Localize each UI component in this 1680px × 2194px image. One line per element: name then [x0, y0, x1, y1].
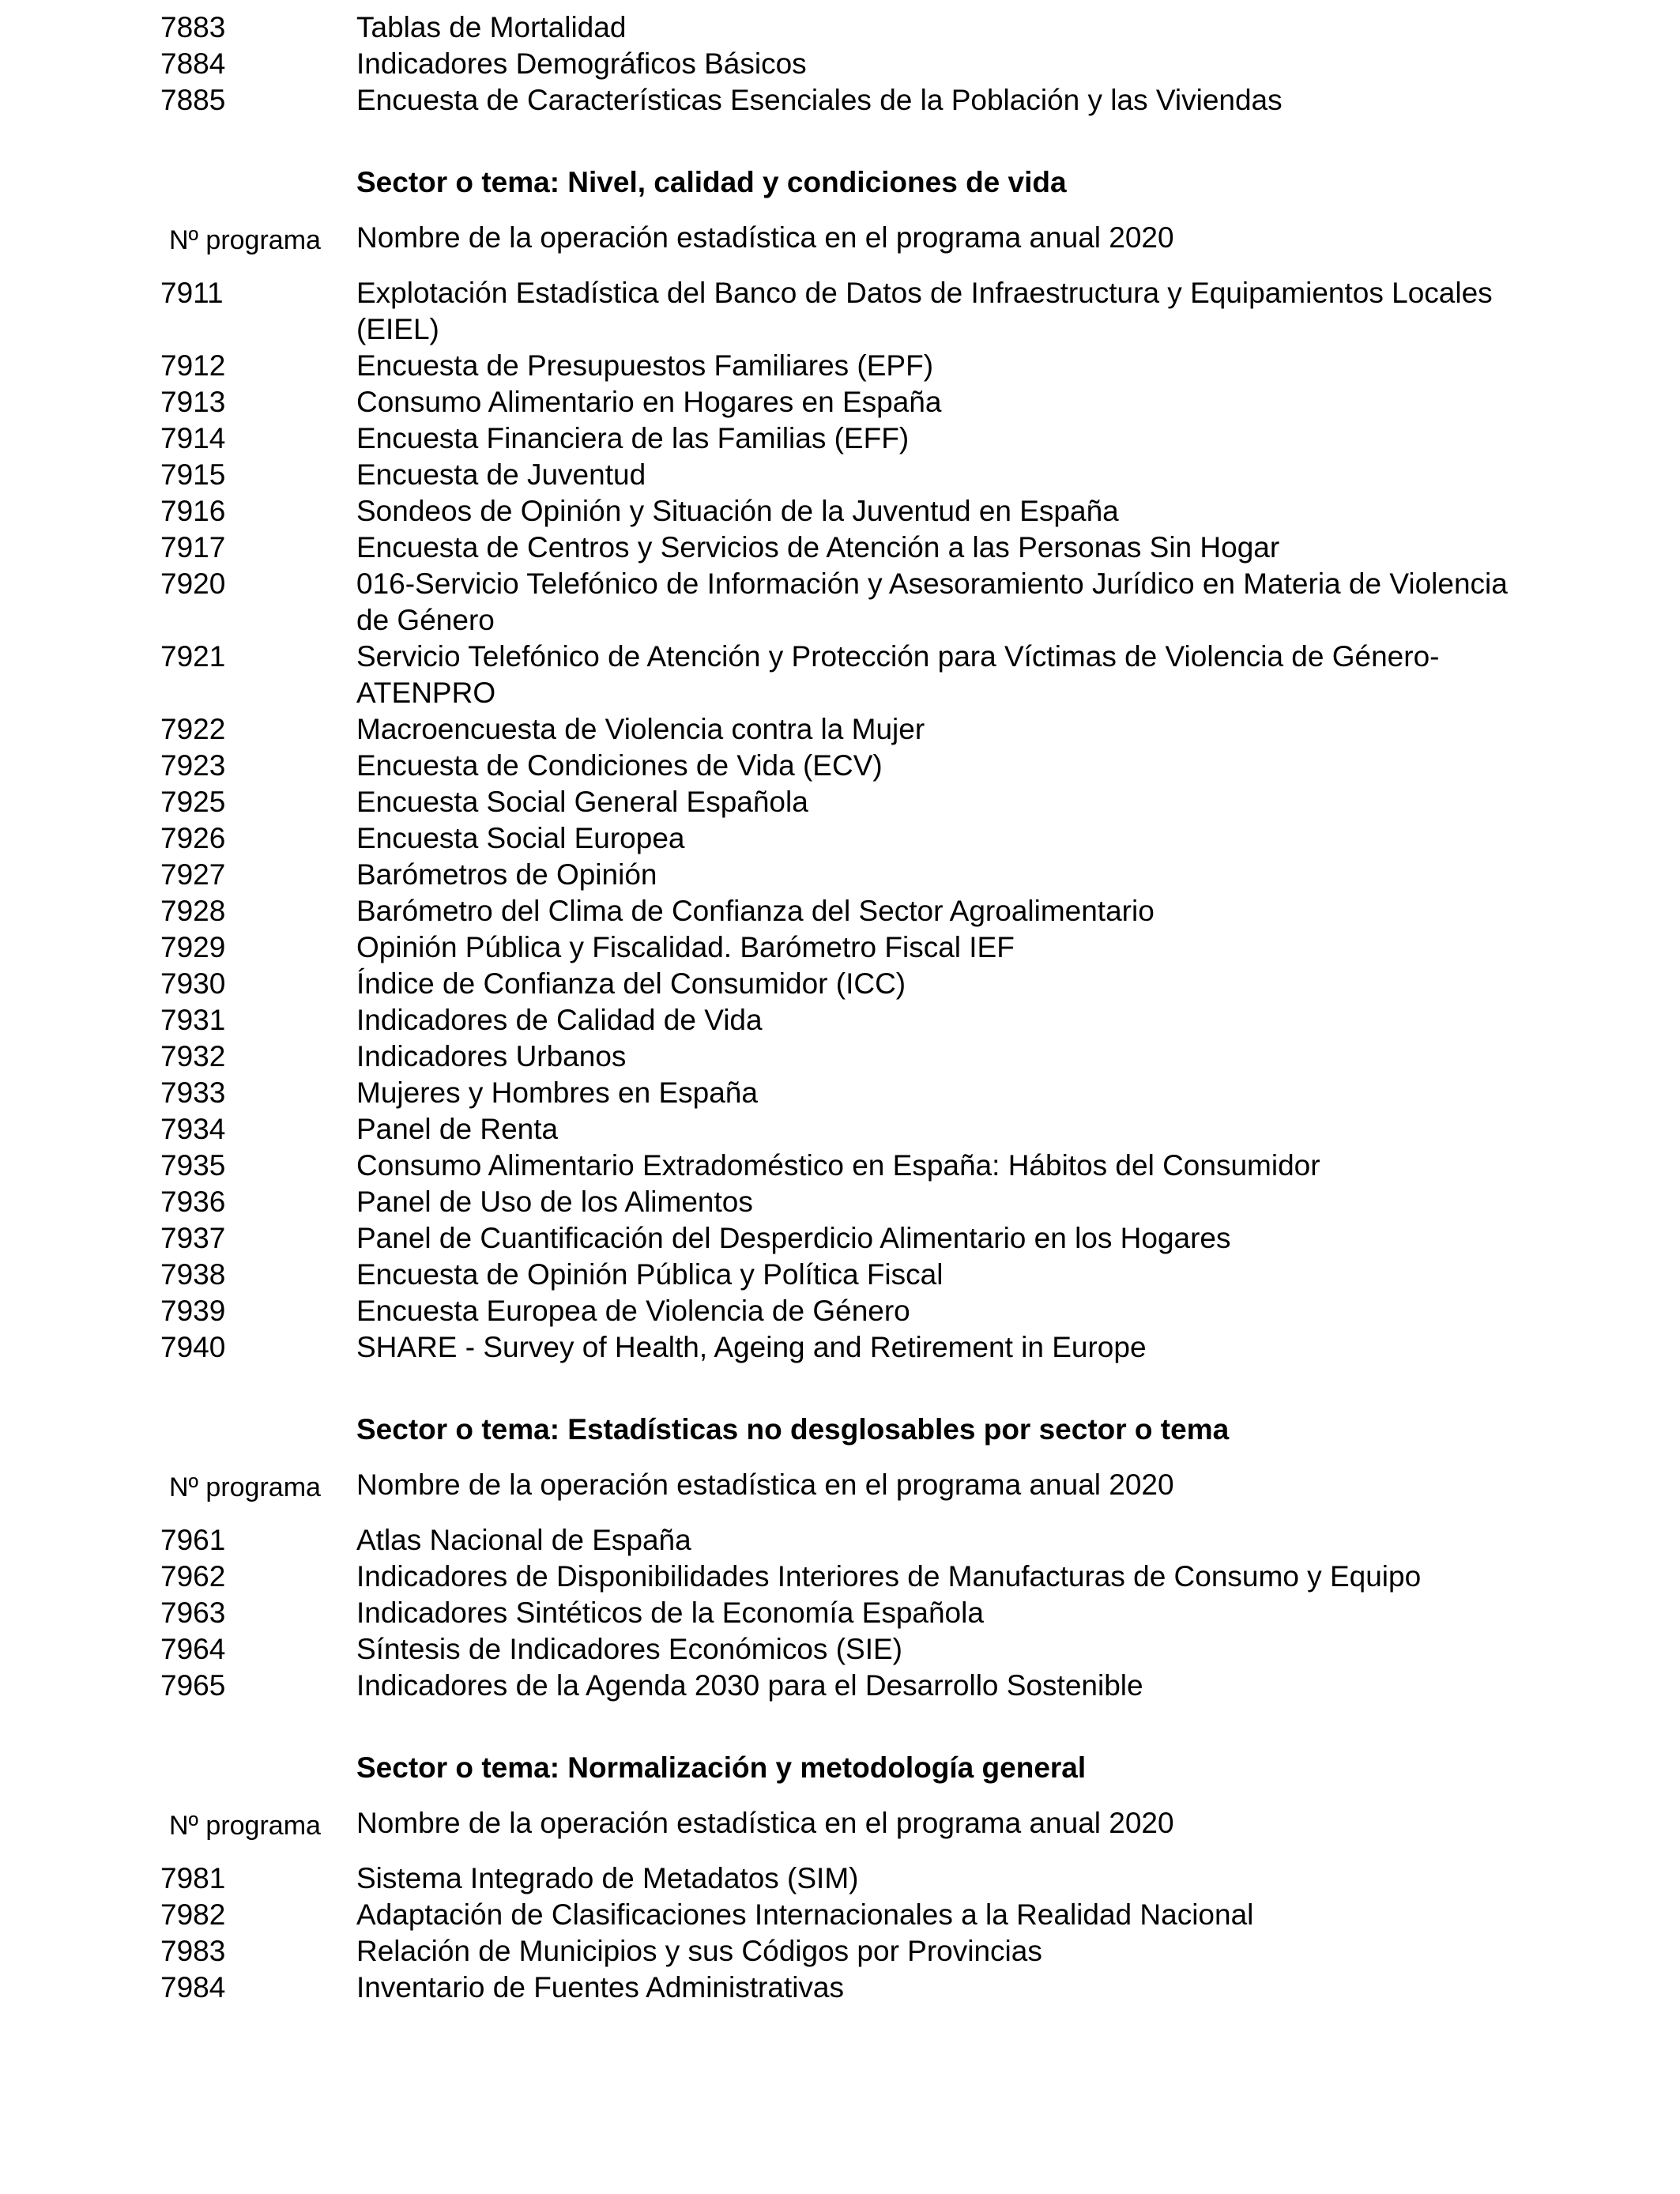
- operation-name: Relación de Municipios y sus Códigos por Provincias: [356, 1935, 1042, 1967]
- program-number: 7913: [160, 386, 226, 418]
- program-number: 7935: [160, 1149, 226, 1182]
- program-number: 7965: [160, 1669, 226, 1702]
- table-row: [0, 82, 1680, 119]
- table-row: [0, 1184, 1680, 1220]
- program-number: 7883: [160, 11, 226, 43]
- sector-title: Sector o tema: Nivel, calidad y condiciones de vida: [356, 166, 1067, 198]
- operation-name: Indicadores Sintéticos de la Economía Española: [356, 1596, 984, 1629]
- program-number: 7984: [160, 1971, 226, 2004]
- operation-name: Encuesta de Opinión Pública y Política Fiscal: [356, 1258, 944, 1291]
- operation-name: Encuesta de Condiciones de Vida (ECV): [356, 749, 883, 782]
- program-number: 7933: [160, 1076, 226, 1109]
- table-row: [0, 1257, 1680, 1293]
- table-row: [0, 348, 1680, 384]
- operation-name: Indicadores Demográficos Básicos: [356, 47, 807, 80]
- table-row: [0, 857, 1680, 893]
- operation-name: Encuesta de Presupuestos Familiares (EPF): [356, 349, 934, 382]
- operation-name: Consumo Alimentario en Hogares en España: [356, 386, 942, 418]
- operation-name: Explotación Estadística del Banco de Datos de Infraestructura y Equipamientos Locales (EIEL): [356, 277, 1493, 345]
- operation-name: Sondeos de Opinión y Situación de la Juventud en España: [356, 495, 1119, 527]
- program-number: 7884: [160, 47, 226, 80]
- operation-name: SHARE - Survey of Health, Ageing and Retirement in Europe: [356, 1331, 1147, 1363]
- program-number-header: Nº programa: [169, 225, 321, 255]
- table-row: [0, 1860, 1680, 1897]
- table-row: [0, 420, 1680, 457]
- program-number: 7915: [160, 458, 226, 491]
- program-number: 7912: [160, 349, 226, 382]
- table-row: [0, 820, 1680, 857]
- operation-name: Encuesta Financiera de las Familias (EFF): [356, 422, 910, 454]
- program-number: 7885: [160, 84, 226, 116]
- table-row: [0, 1522, 1680, 1559]
- operation-name-header: Nombre de la operación estadística en el programa anual 2020: [356, 1468, 1174, 1501]
- program-number: 7914: [160, 422, 226, 454]
- table-row: [0, 530, 1680, 566]
- program-number: 7983: [160, 1935, 226, 1967]
- program-number: 7963: [160, 1596, 226, 1629]
- program-number: 7964: [160, 1633, 226, 1665]
- operation-name: Encuesta de Características Esenciales de la Población y las Viviendas: [356, 84, 1283, 116]
- operation-name: Indicadores de Disponibilidades Interiores de Manufacturas de Consumo y Equipo: [356, 1560, 1422, 1593]
- program-number: 7922: [160, 713, 226, 745]
- table-row: [0, 275, 1680, 348]
- table-row: [0, 1002, 1680, 1039]
- program-number: 7939: [160, 1295, 226, 1327]
- operation-name: 016-Servicio Telefónico de Información y Asesoramiento Jurídico en Materia de Violencia de Género: [356, 567, 1508, 636]
- program-number: 7921: [160, 640, 226, 673]
- operation-name: Mujeres y Hombres en España: [356, 1076, 758, 1109]
- operation-name: Encuesta Social General Española: [356, 786, 808, 818]
- program-number: 7925: [160, 786, 226, 818]
- program-number: 7961: [160, 1524, 226, 1556]
- operation-name: Indicadores de Calidad de Vida: [356, 1004, 763, 1036]
- operation-name: Tablas de Mortalidad: [356, 11, 627, 43]
- program-number: 7934: [160, 1113, 226, 1145]
- operation-name: Barómetro del Clima de Confianza del Sector Agroalimentario: [356, 895, 1155, 927]
- table-row: [0, 46, 1680, 82]
- program-number: 7940: [160, 1331, 226, 1363]
- program-number: 7938: [160, 1258, 226, 1291]
- operation-name: Atlas Nacional de España: [356, 1524, 691, 1556]
- program-number: 7911: [160, 277, 224, 309]
- operation-name: Encuesta Europea de Violencia de Género: [356, 1295, 910, 1327]
- operation-name: Panel de Cuantificación del Desperdicio Alimentario en los Hogares: [356, 1222, 1231, 1254]
- program-number: 7936: [160, 1186, 226, 1218]
- table-row: [0, 566, 1680, 639]
- table-row: [0, 1293, 1680, 1329]
- operation-name: Índice de Confianza del Consumidor (ICC): [356, 967, 906, 1000]
- operation-name: Indicadores Urbanos: [356, 1040, 627, 1072]
- operation-name: Inventario de Fuentes Administrativas: [356, 1971, 844, 2004]
- operation-name: Panel de Uso de los Alimentos: [356, 1186, 753, 1218]
- program-number: 7931: [160, 1004, 226, 1036]
- operation-name: Panel de Renta: [356, 1113, 559, 1145]
- program-number: 7981: [160, 1862, 226, 1894]
- table-row: [0, 457, 1680, 493]
- table-row: [0, 1329, 1680, 1366]
- program-number: 7937: [160, 1222, 226, 1254]
- table-row: [0, 384, 1680, 420]
- operation-name: Servicio Telefónico de Atención y Protección para Víctimas de Violencia de Género- ATENPRO: [356, 640, 1440, 709]
- table-row: [0, 748, 1680, 784]
- operation-name: Barómetros de Opinión: [356, 858, 657, 891]
- table-row: [0, 1970, 1680, 2006]
- operation-name: Consumo Alimentario Extradoméstico en España: Hábitos del Consumidor: [356, 1149, 1320, 1182]
- table-row: [0, 1668, 1680, 1704]
- program-number: 7923: [160, 749, 226, 782]
- operation-name-header: Nombre de la operación estadística en el programa anual 2020: [356, 1807, 1174, 1839]
- sector-title: Sector o tema: Estadísticas no desglosables por sector o tema: [356, 1413, 1230, 1446]
- table-row: [0, 1595, 1680, 1631]
- program-number: 7962: [160, 1560, 226, 1593]
- program-number: 7927: [160, 858, 226, 891]
- operation-name: Indicadores de la Agenda 2030 para el Desarrollo Sostenible: [356, 1669, 1143, 1702]
- table-row: [0, 1075, 1680, 1111]
- table-row: [0, 711, 1680, 748]
- table-row: [0, 1933, 1680, 1970]
- table-row: [0, 1631, 1680, 1668]
- operation-name: Opinión Pública y Fiscalidad. Barómetro Fiscal IEF: [356, 931, 1015, 963]
- program-number: 7982: [160, 1898, 226, 1931]
- table-row: [0, 1111, 1680, 1148]
- program-number-header: Nº programa: [169, 1472, 321, 1502]
- operation-name: Síntesis de Indicadores Económicos (SIE): [356, 1633, 902, 1665]
- program-number: 7932: [160, 1040, 226, 1072]
- operation-name: Encuesta Social Europea: [356, 822, 685, 854]
- table-row: [0, 1897, 1680, 1933]
- table-row: [0, 1039, 1680, 1075]
- table-row: [0, 893, 1680, 929]
- program-number: 7920: [160, 567, 226, 600]
- sector-title: Sector o tema: Normalización y metodología general: [356, 1751, 1087, 1784]
- program-number: 7916: [160, 495, 226, 527]
- program-number: 7929: [160, 931, 226, 963]
- program-number: 7928: [160, 895, 226, 927]
- operation-name: Sistema Integrado de Metadatos (SIM): [356, 1862, 859, 1894]
- operation-name: Macroencuesta de Violencia contra la Mujer: [356, 713, 925, 745]
- table-row: [0, 1220, 1680, 1257]
- operation-name: Adaptación de Clasificaciones Internacionales a la Realidad Nacional: [356, 1898, 1254, 1931]
- table-row: [0, 966, 1680, 1002]
- table-row: [0, 784, 1680, 820]
- program-number: 7917: [160, 531, 226, 564]
- table-row: [0, 639, 1680, 711]
- program-number: 7930: [160, 967, 226, 1000]
- table-row: [0, 929, 1680, 966]
- program-number: 7926: [160, 822, 226, 854]
- table-row: [0, 493, 1680, 530]
- table-row: [0, 1559, 1680, 1595]
- operation-name-header: Nombre de la operación estadística en el programa anual 2020: [356, 221, 1174, 254]
- program-number-header: Nº programa: [169, 1811, 321, 1841]
- operation-name: Encuesta de Juventud: [356, 458, 646, 491]
- table-row: [0, 1148, 1680, 1184]
- operation-name: Encuesta de Centros y Servicios de Atención a las Personas Sin Hogar: [356, 531, 1280, 564]
- table-row: [0, 9, 1680, 46]
